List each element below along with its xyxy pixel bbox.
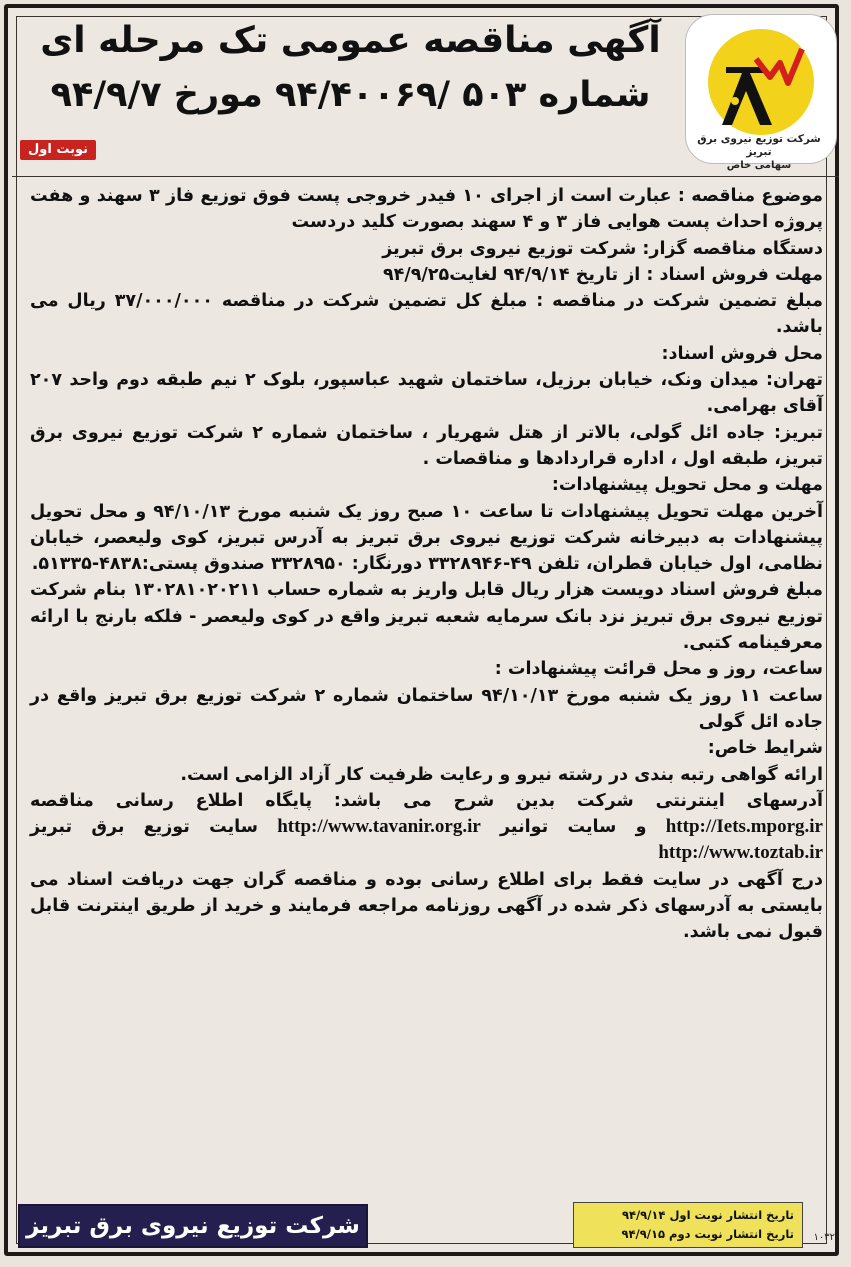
organizer-paragraph bbox=[30, 236, 823, 262]
header-divider bbox=[12, 176, 839, 177]
title-line2: شماره ۵۰۳ /۹۴/۴۰۰۶۹ مورخ ۹۴/۹/۷ bbox=[50, 75, 651, 115]
power-tower-logo-icon bbox=[708, 29, 814, 135]
web-site-label: سایت توزیع برق تبریز bbox=[30, 817, 258, 838]
logo-company-line1: شرکت توزیع نیروی برق تبریز bbox=[697, 133, 821, 158]
sale-period-label: مهلت فروش اسناد : bbox=[646, 264, 823, 285]
ad-title bbox=[30, 14, 671, 122]
logo-company-name bbox=[690, 133, 828, 172]
tavanir-link[interactable]: http://www.tavanir.org.ir bbox=[277, 816, 481, 838]
subject-paragraph bbox=[30, 183, 823, 236]
web-intro: آدرسهای اینترنتی شرکت بدین شرح می باشد: پایگاه اطلاع رسانی مناقصه bbox=[30, 790, 823, 811]
guarantee-paragraph bbox=[30, 288, 823, 341]
subject-label: موضوع مناقصه : bbox=[677, 186, 824, 206]
footer-company-name: شرکت توزیع نیروی برق تبریز bbox=[18, 1204, 368, 1248]
guarantee-label: مبلغ تضمین شرکت در مناقصه : bbox=[536, 291, 823, 312]
subject-text: عبارت است از اجرای ۱۰ فیدر خروجی پست فوق توزیع فاز ۳ سهند و هفت پروژه احداث پست هوایی فاز ۳ و ۴ سهند بصورت کلید دردست bbox=[30, 186, 823, 233]
opening-text: ساعت ۱۱ روز یک شنبه مورخ ۹۴/۱۰/۱۳ ساختمان شماره ۲ شرکت توزیع برق تبریز واقع در جاده ائل گولی bbox=[30, 685, 823, 732]
conditions-heading: شرایط خاص: bbox=[707, 738, 823, 759]
toztab-link[interactable]: http://www.toztab.ir bbox=[658, 842, 823, 864]
iets-link[interactable]: http://Iets.mporg.ir bbox=[665, 816, 823, 838]
web-mid: و سایت توانیر bbox=[500, 817, 647, 838]
sale-place-heading: محل فروش اسناد: bbox=[661, 343, 823, 364]
first-publication-date: تاریخ انتشار نوبت اول ۹۴/۹/۱۴ bbox=[621, 1208, 794, 1222]
sale-period-paragraph bbox=[30, 262, 823, 288]
conditions-text: ارائه گواهی رتبه بندی در رشته نیرو و رعایت ظرفیت کار آزاد الزامی است. bbox=[180, 764, 823, 785]
sale-period-text: از تاریخ ۹۴/۹/۱۴ لغایت۹۴/۹/۲۵ bbox=[383, 264, 641, 285]
publication-dates-box bbox=[573, 1202, 803, 1248]
ad-footer bbox=[18, 1202, 839, 1254]
page-number: ۱۰۳۲ bbox=[813, 1232, 835, 1243]
logo-box bbox=[685, 14, 837, 171]
web-addresses-paragraph bbox=[30, 788, 823, 867]
tabriz-address: تبریز: جاده ائل گولی، بالاتر از هتل شهریار ، ساختمان شماره ۲ شرکت توزیع نیروی برق تبریز، طبقه اول ، اداره قراردادها و مناقصات . bbox=[30, 422, 823, 469]
notice-text: درج آگهی در سایت فقط برای اطلاع رسانی بوده و مناقصه گران جهت دریافت اسناد می بایستی به آدرسهای ذکر شده در آگهی روزنامه مراجعه فرمایند و خرید از طریق اینترنت قابل قبول نمی باشد. bbox=[30, 869, 823, 943]
organizer-text: شرکت توزیع نیروی برق تبریز bbox=[382, 238, 637, 259]
ad-body bbox=[30, 183, 823, 946]
title-line1: آگهی مناقصه عمومی تک مرحله ای bbox=[40, 20, 661, 61]
guarantee-text: مبلغ کل تضمین شرکت در مناقصه ۳۷/۰۰۰/۰۰۰ ریال می باشد. bbox=[30, 291, 823, 338]
opening-heading: ساعت، روز و محل قرائت پیشنهادات : bbox=[494, 659, 823, 680]
organizer-label: دستگاه مناقصه گزار: bbox=[642, 238, 823, 259]
delivery-text: آخرین مهلت تحویل پیشنهادات تا ساعت ۱۰ صبح روز یک شنبه مورخ ۹۴/۱۰/۱۳ و محل تحویل پیشنهادات به دبیرخانه شرکت توزیع نیروی برق تبریز به آدرس تبریز، کوی ولیعصر، خیابان نظامی، اول خیابان قطران، تلفن ۴۹-۳۳۲۸۹۴۶ دورنگار: ۳۳۲۸۹۵۰ صندوق پستی:۴۸۳۸-۵۱۳۳۵. bbox=[30, 501, 824, 575]
tehran-address: تهران: میدان ونک، خیابان برزیل، ساختمان شهید عباسپور، بلوک ۲ نیم طبقه دوم واحد ۲۰۷ آقای بهرامی. bbox=[30, 370, 823, 417]
payment-text: مبلغ فروش اسناد دویست هزار ریال قابل واریز به شماره حساب ۱۳۰۲۸۱۰۲۰۲۱۱ بنام شرکت توزیع نیروی برق تبریز نزد بانک سرمایه شعبه تبریز واقع در کوی ولیعصر - فلکه بارنج با ارائه معرفینامه کتبی. bbox=[30, 580, 823, 654]
delivery-heading: مهلت و محل تحویل پیشنهادات: bbox=[551, 475, 823, 496]
first-round-badge: نوبت اول bbox=[20, 140, 96, 160]
second-publication-date: تاریخ انتشار نوبت دوم ۹۴/۹/۱۵ bbox=[621, 1227, 794, 1241]
logo-company-line2: سهامی خاص bbox=[726, 160, 792, 171]
